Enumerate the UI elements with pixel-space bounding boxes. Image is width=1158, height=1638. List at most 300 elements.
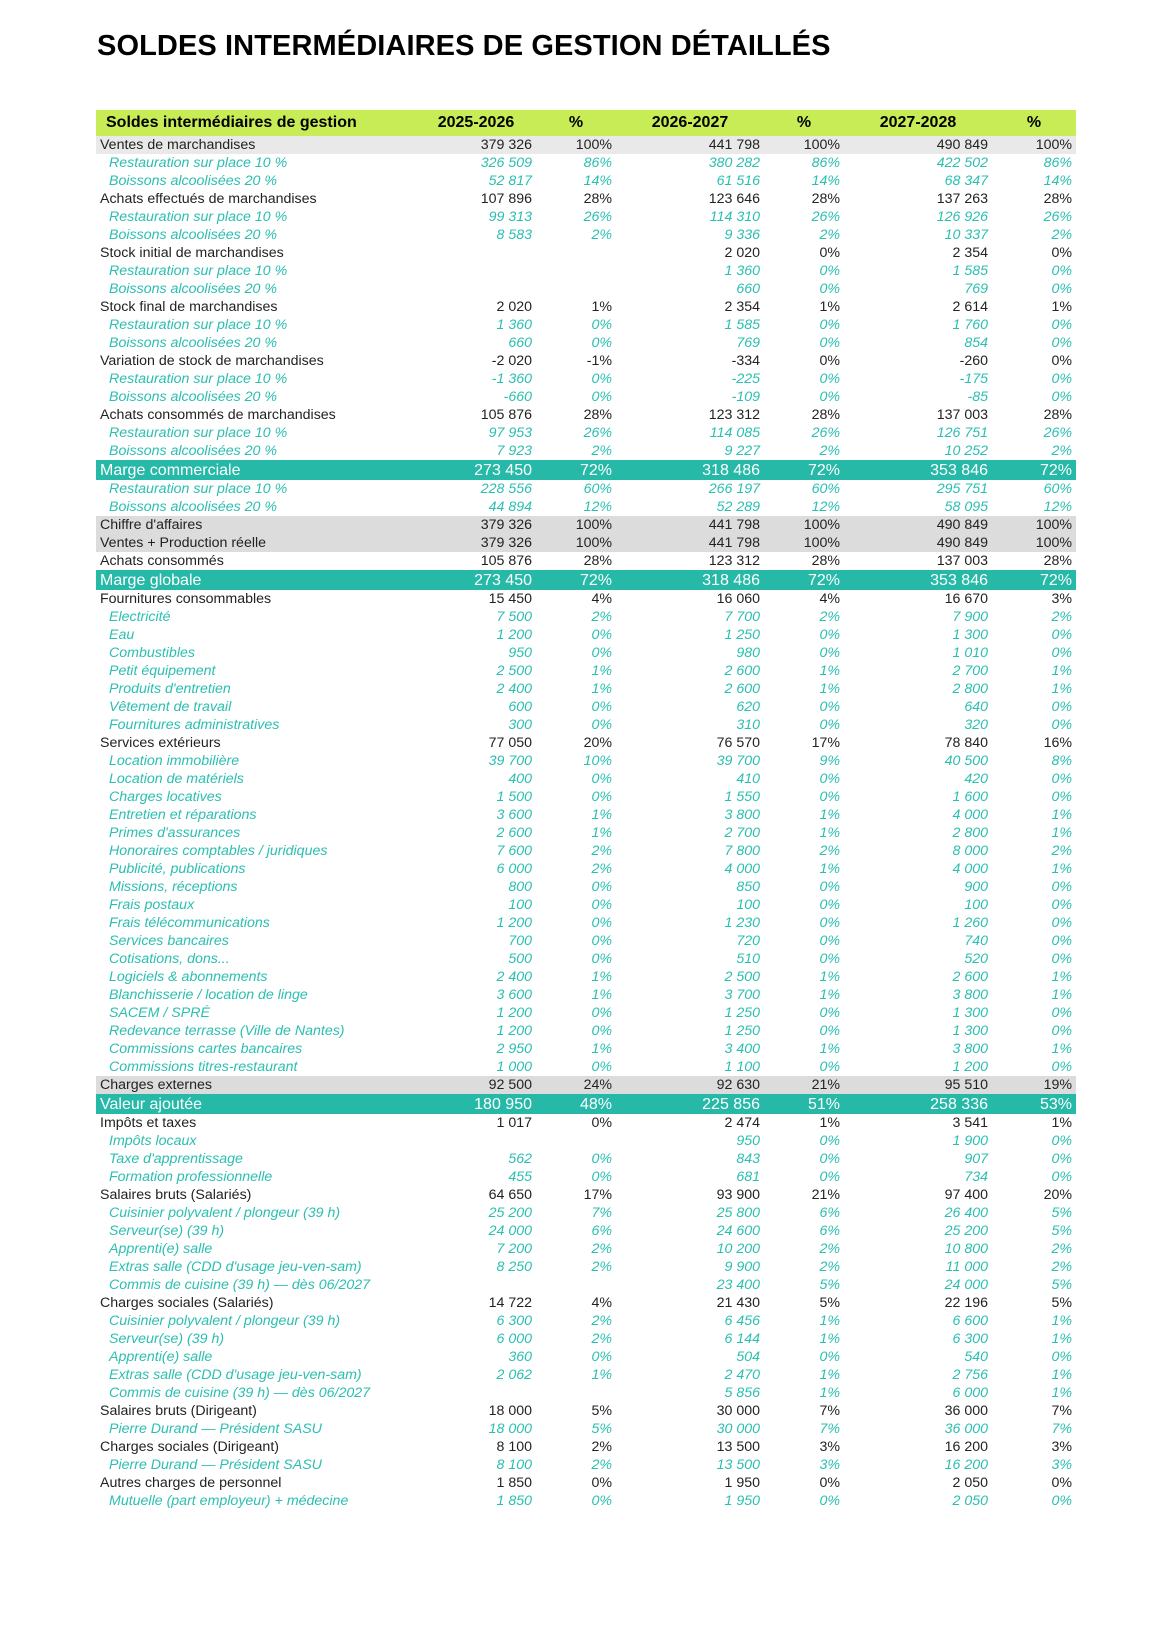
detail-row	[96, 824, 1076, 842]
value-2026-2027: 980	[736, 644, 760, 661]
value-2027-2028: 78 840	[944, 734, 988, 751]
value-2025-2026: 77 050	[488, 734, 532, 751]
percent-2027-2028: 0%	[1051, 788, 1072, 805]
row-label: SACEM / SPRÉ	[109, 1004, 210, 1021]
value-2027-2028: 422 502	[936, 154, 988, 171]
value-2025-2026: 24 000	[488, 1222, 532, 1239]
value-2026-2027: 123 312	[708, 406, 760, 423]
percent-2025-2026: 0%	[591, 1150, 612, 1167]
table-row	[96, 1474, 1076, 1492]
row-label: Cuisinier polyvalent / plongeur (39 h)	[109, 1312, 341, 1329]
percent-2027-2028: 0%	[1051, 1058, 1072, 1075]
value-2025-2026: 1 200	[496, 914, 532, 931]
percent-2027-2028: 0%	[1051, 770, 1072, 787]
percent-2027-2028: 0%	[1051, 244, 1072, 261]
value-2026-2027: 114 085	[709, 424, 760, 441]
row-label: Restauration sur place 10 %	[109, 316, 288, 333]
value-2027-2028: 4 000	[952, 806, 988, 823]
value-2025-2026: 379 326	[416, 136, 536, 154]
percent-2026-2027: 51%	[764, 1094, 844, 1114]
row-label: Missions, réceptions	[109, 878, 238, 895]
percent-2027-2028: 0%	[1051, 698, 1072, 715]
percent-2027-2028: 28%	[1043, 552, 1072, 569]
value-2026-2027: 441 798	[616, 516, 764, 534]
value-2027-2028: 2 700	[952, 662, 988, 679]
row-label: Location de matériels	[109, 770, 244, 787]
detail-row	[96, 388, 1076, 406]
percent-2025-2026: 4%	[591, 1294, 612, 1311]
row-label: Publicité, publications	[109, 860, 246, 877]
percent-2026-2027: 2%	[819, 442, 840, 459]
percent-2027-2028: 3%	[1051, 1438, 1072, 1455]
percent-2026-2027: 14%	[811, 172, 840, 189]
percent-2026-2027: 0%	[819, 1150, 840, 1167]
value-2027-2028: 490 849	[844, 516, 992, 534]
value-2025-2026: 97 953	[488, 424, 532, 441]
value-2025-2026: 1 017	[496, 1114, 532, 1131]
percent-2025-2026: 2%	[591, 608, 612, 625]
percent-2025-2026: 1%	[591, 968, 612, 985]
value-2025-2026: 273 450	[416, 460, 536, 480]
value-2027-2028: 1 300	[952, 1004, 988, 1021]
page-title: SOLDES INTERMÉDIAIRES DE GESTION DÉTAILLÉS	[97, 30, 831, 62]
detail-row	[96, 716, 1076, 734]
percent-2026-2027: 86%	[811, 154, 840, 171]
percent-2025-2026: 0%	[591, 644, 612, 661]
percent-2026-2027: 3%	[819, 1438, 840, 1455]
percent-2025-2026: 100%	[536, 534, 616, 552]
value-2025-2026: 1 200	[496, 1022, 532, 1039]
percent-2025-2026: 5%	[591, 1402, 612, 1419]
percent-2026-2027: 1%	[819, 1040, 840, 1057]
percent-2027-2028: 3%	[1051, 1456, 1072, 1473]
detail-row	[96, 752, 1076, 770]
value-2027-2028: 353 846	[844, 460, 992, 480]
row-label: Cotisations, dons...	[109, 950, 230, 967]
percent-2026-2027: 0%	[819, 1168, 840, 1185]
table-row	[96, 1076, 1076, 1094]
value-2025-2026: 2 400	[496, 680, 532, 697]
value-2025-2026: 92 500	[416, 1076, 536, 1094]
table-row	[96, 244, 1076, 262]
value-2025-2026: 455	[508, 1168, 532, 1185]
percent-2026-2027: 17%	[811, 734, 840, 751]
value-2025-2026: 15 450	[488, 590, 532, 607]
percent-2027-2028: 1%	[1051, 968, 1072, 985]
row-label: Charges externes	[96, 1076, 416, 1094]
detail-row	[96, 1492, 1076, 1510]
percent-2026-2027: 1%	[819, 824, 840, 841]
percent-2025-2026: 1%	[591, 806, 612, 823]
value-2026-2027: 5 856	[724, 1385, 760, 1401]
percent-2027-2028: 100%	[992, 534, 1076, 552]
detail-row	[96, 896, 1076, 914]
percent-2027-2028: 1%	[1051, 860, 1072, 877]
percent-2027-2028: 1%	[1051, 806, 1072, 823]
value-2026-2027: 380 282	[708, 154, 760, 171]
value-2026-2027: -225	[731, 370, 760, 387]
subtotal-row	[96, 460, 1076, 480]
value-2027-2028: 7 900	[952, 608, 988, 625]
percent-2027-2028: 72%	[992, 570, 1076, 590]
percent-2027-2028: 0%	[1051, 950, 1072, 967]
percent-2026-2027: 21%	[811, 1186, 840, 1203]
value-2026-2027: 2 354	[724, 298, 760, 315]
value-2027-2028: 2 800	[952, 680, 988, 697]
value-2026-2027: 61 516	[716, 172, 760, 189]
percent-2025-2026: 100%	[536, 516, 616, 534]
table-body	[96, 136, 1076, 1510]
percent-2026-2027: 2%	[819, 1258, 840, 1275]
value-2025-2026	[416, 262, 536, 280]
value-2025-2026: 64 650	[488, 1186, 532, 1203]
row-label: Serveur(se) (39 h)	[109, 1330, 225, 1347]
row-label: Fournitures administratives	[109, 716, 280, 733]
value-2026-2027: 1 950	[724, 1474, 760, 1491]
value-2025-2026: 273 450	[416, 570, 536, 590]
value-2027-2028: 1 300	[952, 1022, 988, 1039]
value-2027-2028: 3 541	[952, 1114, 988, 1131]
percent-2027-2028: 8%	[1051, 752, 1072, 769]
percent-2027-2028: 0%	[1051, 388, 1072, 405]
percent-2027-2028: 16%	[1043, 734, 1072, 751]
percent-2027-2028: 2%	[1051, 442, 1072, 459]
percent-2026-2027: 0%	[819, 1474, 840, 1491]
percent-2027-2028: 3%	[1051, 590, 1072, 607]
value-2025-2026: 105 876	[480, 406, 532, 423]
value-2025-2026: -2 020	[491, 352, 532, 369]
detail-row	[96, 1348, 1076, 1366]
value-2025-2026: 105 876	[480, 552, 532, 569]
row-label: Services bancaires	[109, 932, 229, 949]
value-2026-2027: 6 456	[724, 1312, 760, 1329]
value-2025-2026: 800	[508, 878, 532, 895]
percent-2025-2026	[536, 244, 616, 262]
value-2026-2027: 13 500	[716, 1438, 760, 1455]
value-2027-2028: 97 400	[944, 1186, 988, 1203]
value-2027-2028: 126 751	[936, 424, 988, 441]
detail-row	[96, 1004, 1076, 1022]
percent-2025-2026: 14%	[583, 172, 612, 189]
percent-2026-2027: 1%	[819, 1312, 840, 1329]
value-2026-2027: 7 700	[724, 608, 760, 625]
table-row	[96, 516, 1076, 534]
value-2027-2028: 520	[964, 950, 988, 967]
value-2025-2026: 2 950	[496, 1040, 532, 1057]
row-label: Restauration sur place 10 %	[109, 370, 288, 387]
percent-2025-2026: 2%	[591, 842, 612, 859]
percent-2026-2027: 4%	[819, 590, 840, 607]
row-label: Variation de stock de marchandises	[100, 352, 324, 369]
percent-2025-2026: 0%	[591, 1004, 612, 1021]
percent-2025-2026	[536, 280, 616, 298]
value-2027-2028: 258 336	[844, 1094, 992, 1114]
percent-2027-2028: 28%	[1043, 190, 1072, 207]
row-label: Extras salle (CDD d'usage jeu-ven-sam)	[109, 1366, 362, 1383]
percent-2027-2028: 0%	[1051, 352, 1072, 369]
percent-2027-2028: 1%	[1051, 1330, 1072, 1347]
percent-2026-2027: 26%	[811, 208, 840, 225]
table-row	[96, 1186, 1076, 1204]
row-label: Mutuelle (part employeur) + médecine	[109, 1492, 349, 1509]
percent-2025-2026: 2%	[591, 1438, 612, 1455]
value-2026-2027: 441 798	[616, 534, 764, 552]
row-label: Boissons alcoolisées 20 %	[109, 226, 277, 243]
value-2026-2027: 92 630	[616, 1076, 764, 1094]
table-row	[96, 136, 1076, 154]
value-2025-2026: 99 313	[488, 208, 532, 225]
detail-row	[96, 226, 1076, 244]
value-2026-2027: 16 060	[716, 590, 760, 607]
row-label: Salaires bruts (Salariés)	[100, 1186, 252, 1203]
value-2026-2027: 1 250	[724, 1022, 760, 1039]
value-2026-2027: 843	[736, 1150, 760, 1167]
value-2027-2028: 1 585	[952, 262, 988, 279]
percent-2025-2026: 2%	[591, 860, 612, 877]
percent-2026-2027: 1%	[819, 1385, 840, 1401]
detail-row	[96, 316, 1076, 334]
percent-2026-2027: 0%	[819, 1348, 840, 1365]
percent-2025-2026: 2%	[591, 226, 612, 243]
percent-2027-2028: 5%	[1051, 1204, 1072, 1221]
table-row	[96, 534, 1076, 552]
value-2025-2026: 7 600	[496, 842, 532, 859]
percent-2026-2027: 0%	[819, 770, 840, 787]
detail-row	[96, 1330, 1076, 1348]
value-2026-2027: 769	[736, 334, 760, 351]
percent-2027-2028: 1%	[1051, 986, 1072, 1003]
value-2025-2026: 7 500	[496, 608, 532, 625]
row-label: Restauration sur place 10 %	[109, 424, 288, 441]
value-2027-2028: 10 252	[944, 442, 988, 459]
value-2026-2027: 504	[736, 1348, 760, 1365]
percent-2027-2028: 1%	[1051, 1040, 1072, 1057]
row-label: Boissons alcoolisées 20 %	[109, 388, 277, 405]
value-2027-2028: 36 000	[944, 1420, 988, 1437]
row-label: Blanchisserie / location de linge	[109, 986, 308, 1003]
value-2026-2027: 1 230	[724, 914, 760, 931]
row-label: Charges locatives	[109, 788, 222, 805]
detail-row	[96, 968, 1076, 986]
value-2025-2026: 1 000	[496, 1058, 532, 1075]
value-2025-2026: 360	[508, 1348, 532, 1365]
percent-2025-2026: 0%	[591, 316, 612, 333]
value-2026-2027: 1 585	[724, 316, 760, 333]
detail-row	[96, 262, 1076, 280]
value-2025-2026: 180 950	[416, 1094, 536, 1114]
row-label: Valeur ajoutée	[96, 1094, 416, 1114]
value-2025-2026	[416, 1276, 536, 1294]
value-2027-2028: 58 095	[944, 498, 988, 515]
value-2027-2028: 295 751	[936, 480, 988, 497]
value-2027-2028: 2 600	[952, 968, 988, 985]
percent-2027-2028: 2%	[1051, 1240, 1072, 1257]
percent-2025-2026: 0%	[591, 932, 612, 949]
value-2025-2026: 2 020	[496, 298, 532, 315]
value-2025-2026: 700	[508, 932, 532, 949]
value-2027-2028: 1 260	[952, 914, 988, 931]
detail-row	[96, 1258, 1076, 1276]
percent-2025-2026: 7%	[591, 1204, 612, 1221]
percent-2026-2027: 2%	[819, 842, 840, 859]
value-2027-2028: 8 000	[952, 842, 988, 859]
row-label: Redevance terrasse (Ville de Nantes)	[109, 1022, 345, 1039]
percent-2026-2027: 6%	[819, 1222, 840, 1239]
percent-2025-2026: -1%	[586, 352, 612, 369]
percent-2027-2028: 0%	[1051, 626, 1072, 643]
percent-2027-2028: 60%	[1043, 480, 1072, 497]
detail-row	[96, 480, 1076, 498]
percent-2025-2026: 0%	[591, 370, 612, 387]
row-label: Logiciels & abonnements	[109, 968, 268, 985]
value-2026-2027: 30 000	[716, 1420, 760, 1437]
detail-row	[96, 1132, 1076, 1150]
percent-2026-2027: 0%	[819, 244, 840, 261]
table-row	[96, 298, 1076, 316]
value-2027-2028: 540	[964, 1348, 988, 1365]
value-2026-2027: 510	[736, 950, 760, 967]
detail-row	[96, 1384, 1076, 1402]
percent-2027-2028: 0%	[1051, 1168, 1072, 1185]
row-label: Vêtement de travail	[109, 698, 232, 715]
percent-2026-2027: 0%	[819, 280, 840, 297]
detail-row	[96, 914, 1076, 932]
value-2025-2026: 6 300	[496, 1312, 532, 1329]
value-2027-2028: 137 003	[936, 552, 988, 569]
percent-2027-2028: 19%	[992, 1076, 1076, 1094]
percent-2026-2027: 0%	[819, 716, 840, 733]
value-2027-2028: 11 000	[945, 1258, 988, 1275]
value-2027-2028: 16 200	[944, 1456, 988, 1473]
value-2027-2028: 1 300	[952, 626, 988, 643]
value-2025-2026: 1 360	[496, 316, 532, 333]
value-2026-2027: 39 700	[716, 752, 760, 769]
value-2027-2028: 353 846	[844, 570, 992, 590]
percent-2026-2027: 7%	[819, 1402, 840, 1419]
percent-2026-2027: 26%	[811, 424, 840, 441]
percent-2026-2027: 1%	[819, 1114, 840, 1131]
row-label: Apprenti(e) salle	[109, 1348, 213, 1365]
value-2026-2027: 1 250	[724, 626, 760, 643]
detail-row	[96, 842, 1076, 860]
value-2026-2027: 1 360	[724, 262, 760, 279]
percent-2027-2028: 1%	[1051, 662, 1072, 679]
percent-2026-2027: 0%	[819, 914, 840, 931]
percent-2026-2027: 7%	[819, 1420, 840, 1437]
value-2027-2028: 26 400	[944, 1204, 988, 1221]
row-label: Marge commerciale	[96, 460, 416, 480]
table-row	[96, 552, 1076, 570]
row-label: Marge globale	[96, 570, 416, 590]
value-2027-2028: 95 510	[844, 1076, 992, 1094]
value-2026-2027: 310	[736, 716, 760, 733]
value-2027-2028: 490 849	[844, 534, 992, 552]
detail-row	[96, 1168, 1076, 1186]
value-2027-2028: 25 200	[944, 1222, 988, 1239]
value-2025-2026: 6 000	[496, 1330, 532, 1347]
percent-2027-2028: 0%	[1051, 1150, 1072, 1167]
percent-2027-2028: 0%	[1051, 932, 1072, 949]
percent-2026-2027: 28%	[811, 552, 840, 569]
percent-2027-2028: 100%	[992, 516, 1076, 534]
value-2025-2026: 44 894	[488, 498, 532, 515]
row-label: Achats effectués de marchandises	[100, 190, 317, 207]
value-2027-2028: 22 196	[944, 1294, 988, 1311]
row-label: Produits d'entretien	[109, 680, 231, 697]
percent-2025-2026: 0%	[591, 878, 612, 895]
value-2026-2027: 52 289	[716, 498, 760, 515]
percent-2025-2026: 0%	[591, 1492, 612, 1509]
detail-row	[96, 1456, 1076, 1474]
value-2027-2028: 137 263	[936, 190, 988, 207]
value-2026-2027: 1 100	[724, 1058, 760, 1075]
percent-2027-2028: 1%	[1051, 1366, 1072, 1383]
percent-2025-2026: 12%	[583, 498, 612, 515]
row-label: Charges sociales (Salariés)	[100, 1294, 274, 1311]
value-2025-2026: 6 000	[496, 860, 532, 877]
percent-2026-2027: 0%	[819, 896, 840, 913]
percent-2025-2026: 1%	[591, 1366, 612, 1383]
table-row	[96, 190, 1076, 208]
detail-row	[96, 788, 1076, 806]
detail-row	[96, 208, 1076, 226]
percent-2026-2027: 1%	[819, 662, 840, 679]
table-row	[96, 352, 1076, 370]
percent-2025-2026: 0%	[591, 1022, 612, 1039]
row-label: Primes d'assurances	[109, 824, 241, 841]
value-2027-2028: 16 200	[944, 1438, 988, 1455]
percent-2027-2028: 26%	[1043, 208, 1072, 225]
value-2025-2026: 379 326	[416, 534, 536, 552]
percent-2025-2026: 0%	[591, 716, 612, 733]
value-2025-2026: 100	[508, 896, 532, 913]
value-2026-2027: 76 570	[716, 734, 760, 751]
percent-2026-2027: 60%	[811, 480, 840, 497]
header-year-3: 2027-2028	[844, 110, 992, 136]
row-label: Commis de cuisine (39 h) — dès 06/2027	[109, 1385, 371, 1401]
percent-2027-2028: 0%	[1051, 896, 1072, 913]
value-2025-2026: 107 896	[480, 190, 532, 207]
row-label: Ventes + Production réelle	[96, 534, 416, 552]
value-2025-2026: 600	[508, 698, 532, 715]
percent-2026-2027: 0%	[819, 644, 840, 661]
value-2025-2026: -660	[503, 388, 532, 405]
detail-row	[96, 626, 1076, 644]
percent-2026-2027: 0%	[819, 352, 840, 369]
detail-row	[96, 498, 1076, 516]
value-2026-2027: -334	[731, 352, 760, 369]
percent-2025-2026: 0%	[591, 1168, 612, 1185]
value-2026-2027: 2 474	[724, 1114, 760, 1131]
row-label: Services extérieurs	[100, 734, 221, 751]
percent-2025-2026: 1%	[591, 662, 612, 679]
detail-row	[96, 1222, 1076, 1240]
detail-row	[96, 950, 1076, 968]
detail-row	[96, 770, 1076, 788]
value-2027-2028: 10 337	[944, 226, 988, 243]
value-2026-2027: 93 900	[716, 1186, 760, 1203]
value-2027-2028: 2 800	[952, 824, 988, 841]
value-2027-2028: 907	[964, 1150, 988, 1167]
value-2027-2028: -260	[959, 352, 988, 369]
detail-row	[96, 1240, 1076, 1258]
value-2027-2028: 36 000	[944, 1402, 988, 1419]
percent-2025-2026: 26%	[583, 424, 612, 441]
value-2025-2026: -1 360	[491, 370, 532, 387]
percent-2027-2028: 7%	[1051, 1420, 1072, 1437]
value-2027-2028: 1 600	[952, 788, 988, 805]
value-2025-2026: 1 850	[496, 1492, 532, 1509]
